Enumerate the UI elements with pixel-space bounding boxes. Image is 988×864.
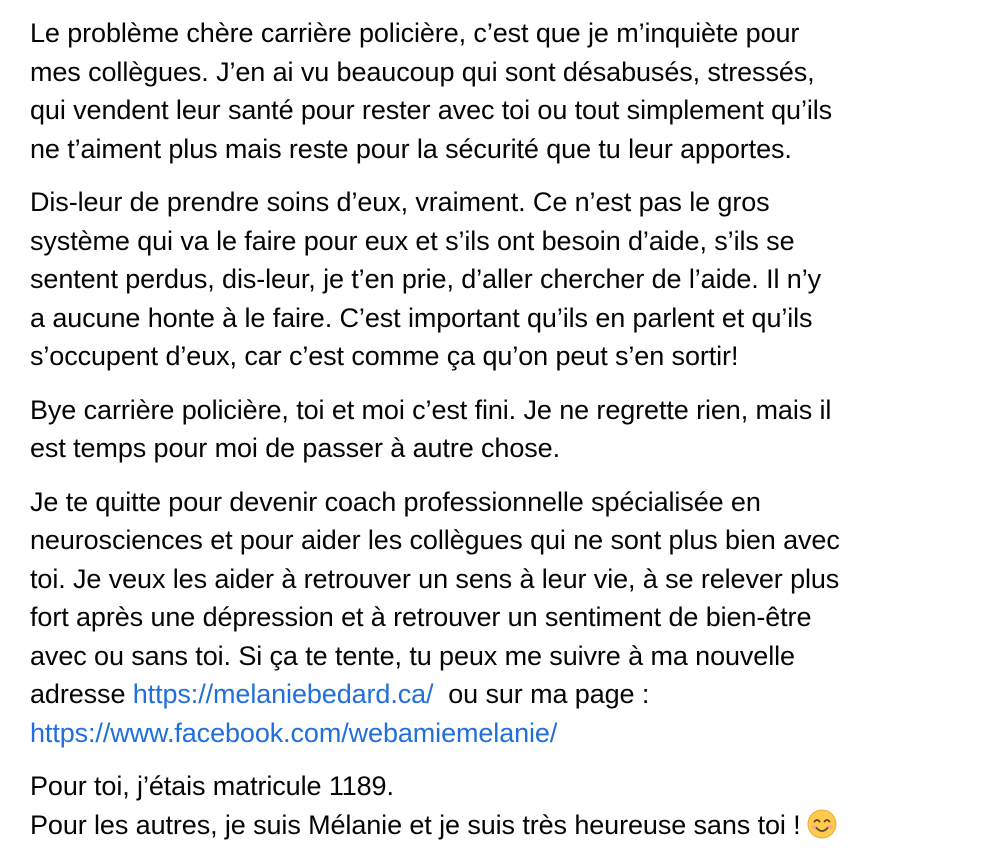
paragraph-2 [30, 183, 970, 376]
text-line: Pour toi, j’étais matricule 1189. [30, 771, 394, 801]
text-line: système qui va le faire pour eux et s’ils ont besoin d’aide, s’ils se [30, 225, 795, 256]
text-line: sentent perdus, dis-leur, je t’en prie, d’aller chercher de l’aide. Il n’y [30, 264, 822, 294]
text-line: est temps pour moi de passer à autre chose. [30, 433, 560, 463]
text-line-with-emoji [30, 806, 970, 850]
text-line: mes collègues. J’en ai vu beaucoup qui sont désabusés, stressés, [30, 56, 815, 87]
address-prefix: adresse [30, 679, 133, 709]
text-line: Je te quitte pour devenir coach professionnelle spécialisée en [30, 486, 761, 517]
text-line: toi. Je veux les aider à retrouver un sens à leur vie, à se relever plus [30, 563, 840, 594]
text-line: Dis-leur de prendre soins d’eux, vraiment. Ce n’est pas le gros [30, 187, 770, 217]
paragraph-3 [30, 391, 970, 468]
text-line: qui vendent leur santé pour rester avec toi ou tout simplement qu’ils [30, 95, 833, 125]
paragraph-1 [30, 14, 970, 168]
text-line: Bye carrière policière, toi et moi c’est fini. Je ne regrette rien, mais il [30, 394, 832, 425]
facebook-link[interactable]: https://www.facebook.com/webamiemelanie/ [30, 717, 558, 748]
text-line: neurosciences et pour aider les collègues qui ne sont plus bien avec [30, 525, 840, 555]
website-link[interactable]: https://melaniebedard.ca/ [132, 679, 434, 709]
text-line: ne t’aiment plus mais reste pour la sécurité que tu leur apportes. [30, 133, 792, 164]
page-prefix: ou sur ma page : [433, 679, 650, 709]
post-body [30, 14, 970, 864]
paragraph-4 [30, 483, 970, 753]
text-line-with-link [30, 675, 970, 714]
text-line: avec ou sans toi. Si ça te tente, tu peux me suivre à ma nouvelle [30, 640, 795, 671]
text-line: fort après une dépression et à retrouver un sentiment de bien-être [30, 602, 812, 632]
closing-text: Pour les autres, je suis Mélanie et je suis très heureuse sans toi ! [30, 809, 801, 840]
text-line: Le problème chère carrière policière, c’est que je m’inquiète pour [30, 18, 800, 48]
text-line: s’occupent d’eux, car c’est comme ça qu’on peut s’en sortir! [30, 341, 739, 371]
text-line: a aucune honte à le faire. C’est important qu’ils en parlent et qu’ils [30, 302, 813, 333]
smiling-face-icon [807, 809, 837, 850]
paragraph-5 [30, 767, 970, 849]
text-line-with-link [30, 714, 970, 753]
